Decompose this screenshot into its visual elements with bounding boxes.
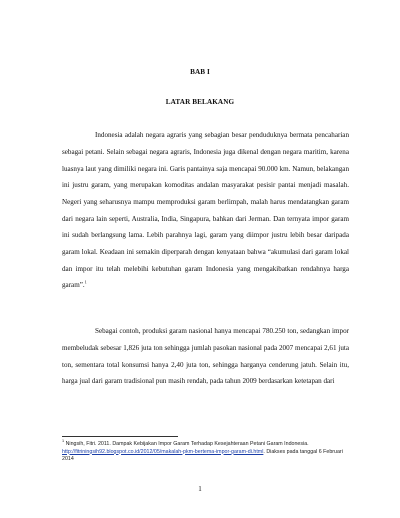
footnote-link[interactable]: http://fitriningsih92.blogspot.co.id/2012/05/makalah-pkm-bertema-impor-garam-di.html bbox=[62, 448, 264, 455]
footnote-separator bbox=[62, 436, 178, 437]
footnote-number: 1 bbox=[62, 439, 65, 444]
section-title: LATAR BELAKANG bbox=[165, 98, 235, 106]
page-number: 1 bbox=[198, 485, 202, 493]
paragraph-2-text: Sebagai contoh, produksi garam nasional hanya mencapai 780.250 ton, sedangkan impor membeludak sebesar 1,826 juta ton sehingga jumlah pasokan nasional pada 2007 mencapai 2,61 juta ton, sementara total konsumsi hanya 2,40 juta ton, sehingga harganya cenderung jatuh. Selain itu, harga jual dari garam tradisional pun masih rendah, pada tahun 2009 berdasarkan ketetapan dari bbox=[62, 327, 349, 386]
paragraph-2 bbox=[62, 323, 349, 390]
footnote-reference[interactable]: 1 bbox=[84, 280, 87, 286]
paragraph-1-text: Indonesia adalah negara agraris yang sebagian besar penduduknya bermata pencaharian sebagai petani. Selain sebagai negara agraris, Indonesia juga dikenal dengan negara maritim, karena luasnya laut yang dimiliki negara ini. Garis pantainya saja mencapai 90.000 km. Namun, belakangan ini justru garam, yang merupakan komoditas andalan masyarakat pesisir pantai menjadi masalah. Negeri yang seharusnya mampu memproduksi garam berlimpah, malah harus mendatangkan garam dari negara lain seperti, Australia, India, Singapura, bahkan dari Jerman. Dan ternyata impor garam ini sudah berlangsung lama. Lebih parahnya lagi, garam yang diimpor justru lebih besar daripada garam lokal. Keadaan ini semakin diperparah dengan kenyataan bahwa “akumulasi dari garam lokal dan impor itu telah melebihi kebutuhan garam Indonesia yang mengakibatkan rendahnya harga garam”. bbox=[62, 131, 349, 290]
footnote-access-date: . Diakses pada tanggal 6 Februari 2014 bbox=[62, 448, 343, 463]
footnote-citation: Ningsih, Fitri. 2011. Dampak Kebijakan Impor Garam Terhadap Kesejahteraan Petani Garam Indonesia. bbox=[65, 441, 309, 447]
paragraph-1 bbox=[62, 127, 349, 294]
chapter-label: BAB I bbox=[190, 68, 210, 76]
footnote bbox=[62, 441, 349, 464]
